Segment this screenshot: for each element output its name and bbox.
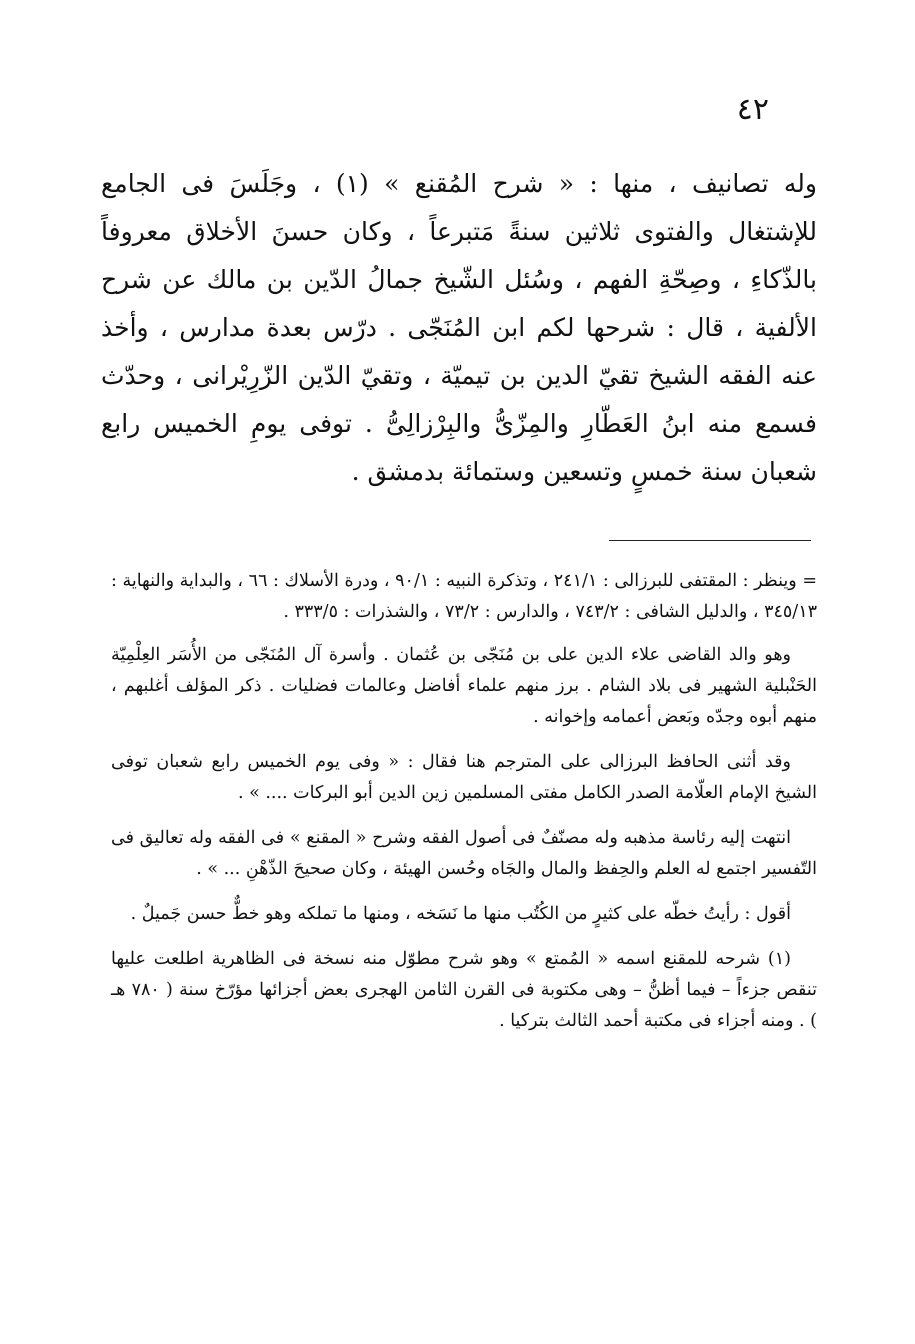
page-number: ٤٢ [736,92,769,127]
main-text-paragraph: وله تصانيف ، منها : « شرح المُقنع » (١) ، وجَلَسَ فى الجامع للإشتغال والفتوى ثلاثين سنةً مَتبرعاً ، وكان حسنَ الأخلاق معروفاً بالذّكاءِ ، وصِحّةِ الفهم ، وسُئل الشّيخ جمالُ الدّين بن مالك عن شرح الألفية ، قال : شرحها لكم ابن المُنَجّى . درّس بعدة مدارس ، وأخذ عنه الفقه الشيخ تقيّ الدين بن تيميّة ، وتقيّ الدّين الزّرِيْرانى ، وحدّث فسمع منه ابنُ العَطّارِ والمِزّىُّ والبِرْزالِىُّ . توفى يومِ الخميس رابع شعبان سنة خمسٍ وتسعين وستمائة بدمشق . [101,169,817,486]
footnote-paragraph: أقول : رأيتُ خطّه على كثيرٍ من الكُتُب منها ما نَسَخه ، ومنها ما تملكه وهو خطٌّ حسن جَميلٌ . [130,904,791,924]
footnote-paragraph: وقد أثنى الحافظ البرزالى على المترجم هنا فقال : « وفى يوم الخميس رابع شعبان توفى الشيخ الإمام العلّامة الصدر الكامل مفتى المسلمين زين الدين أبو البركات .... » . [111,752,817,803]
footnote-paragraph: انتهت إليه رئاسة مذهبه وله مصنّفٌ فى أصول الفقه وشرح « المقنع » فى الفقه وله تعاليق فى التّفسير اجتمع له العلم والحِفظ والمال والجَاه وحُسن الهيئة ، وكان صحيحَ الذّهْنِ ... » . [111,828,817,879]
footnote-divider [609,540,811,541]
footnote-note-1: (١) شرحه للمقنع اسمه « المُمتع » وهو شرح مطوّل منه نسخة فى الظاهرية اطلعت عليها تنقص جزءاً – فيما أظنُّ – وهى مكتوبة فى القرن الثامن الهجرى بعض أجزائها مؤرّخ سنة ( ٧٨٠ هـ ) . ومنه أجزاء فى مكتبة أحمد الثالث بتركيا . [111,949,817,1031]
footnotes-section [111,566,817,1051]
footnote-paragraph: وهو والد القاضى علاء الدين على بن مُنَجّى بن عُثمان . وأسرة آل المُنَجّى من الأُسَر العِلْمِيّة الحَنْبلية الشهير فى بلاد الشام . برز منهم علماء أفاضل وعالمات فضليات . ذكر المؤلف أغلبهم ، منهم أبوه وجدّه وبَعض أعمامه وإخوانه . [111,645,817,727]
footnote-continuation: = وينظر : المقتفى للبرزالى : ٢٤١/١ ، وتذكرة النبيه : ٩٠/١ ، ودرة الأسلاك : ٦٦ ، والبداية والنهاية : ٣٤٥/١٣ ، والدليل الشافى : ٧٤٣/٢ ، والدارس : ٧٣/٢ ، والشذرات : ٣٣٣/٥ . [111,571,817,622]
